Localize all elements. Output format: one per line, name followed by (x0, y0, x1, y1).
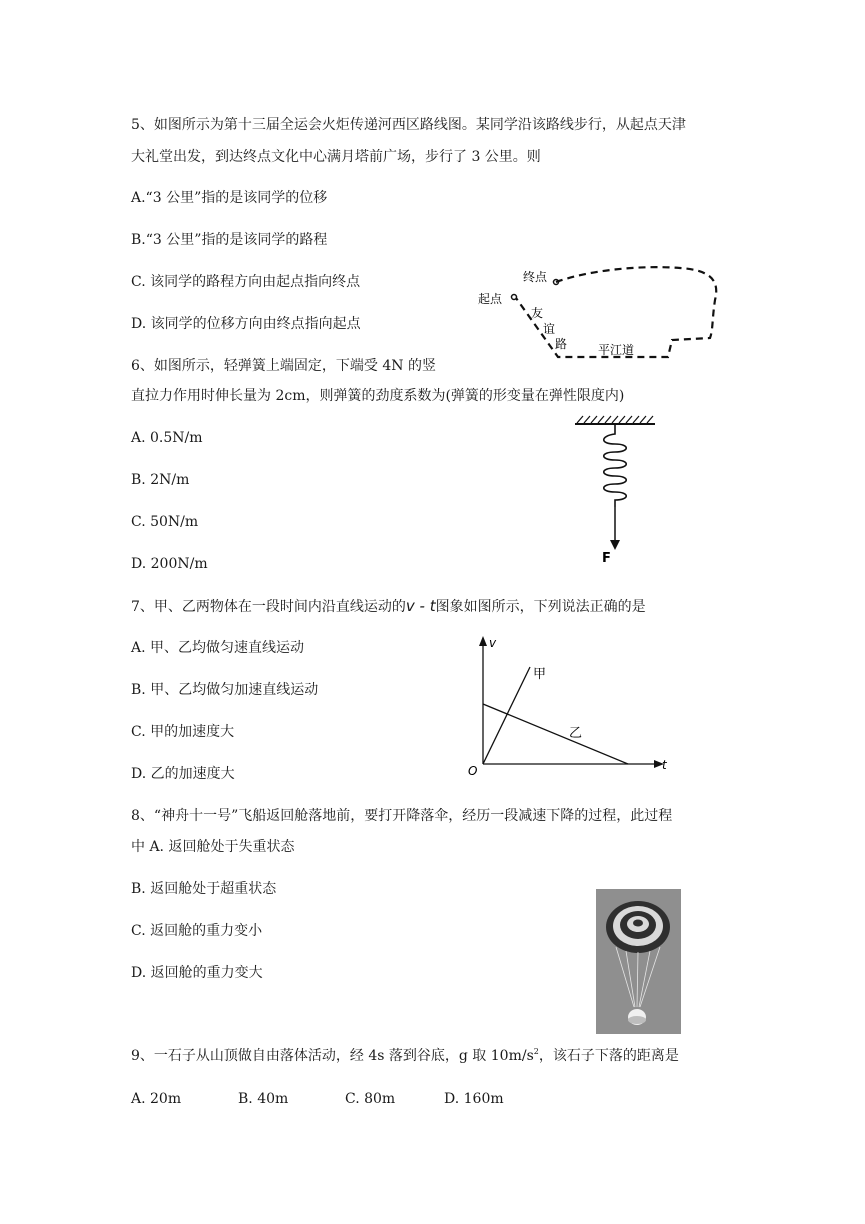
q9-stem-post: ，该石子下落的距离是 (538, 1048, 679, 1064)
q5-stem-line2: 大礼堂出发，到达终点文化中心满月塔前广场，步行了 3 公里。则 (131, 149, 541, 165)
q7-stem-post: 图象如图所示，下列说法正确的是 (435, 599, 646, 615)
q6-option-b: B. 2N/m (131, 472, 190, 488)
q7-option-a: A. 甲、乙均做匀速直线运动 (131, 640, 305, 656)
q8-stem-line2: 中 A. 返回舱处于失重状态 (131, 839, 295, 855)
force-label: F (602, 551, 611, 566)
q7-option-c: C. 甲的加速度大 (131, 724, 235, 740)
v-axis-arrow (479, 636, 487, 646)
q9-option-d: D. 160m (444, 1091, 504, 1107)
q7-stem (131, 597, 646, 616)
q9-option-a: A. 20m (131, 1091, 182, 1107)
q7-option-b: B. 甲、乙均做匀加速直线运动 (131, 682, 319, 698)
q5-option-b: B.“3 公里”指的是该同学的路程 (131, 232, 328, 248)
t-axis-label: t (662, 758, 667, 772)
road-label-char-3: 路 (555, 337, 568, 351)
q5-option-a: A.“3 公里”指的是该同学的位移 (131, 190, 328, 206)
q6-spring-figure (570, 412, 660, 567)
force-arrow-head (610, 540, 620, 550)
q6-stem-line2: 直拉力作用时伸长量为 2cm，则弹簧的劲度系数为(弹簧的形变量在弹性限度内) (131, 388, 625, 404)
q7-vt-graph (462, 632, 677, 780)
q9-option-c: C. 80m (345, 1091, 396, 1107)
q6-option-c: C. 50N/m (131, 514, 199, 530)
road-label-pingjiang: 平江道 (598, 343, 635, 357)
end-point-label: 终点 (523, 270, 548, 284)
line-jia (483, 667, 530, 764)
spring-coil (604, 424, 627, 507)
q5-option-d: D. 该同学的位移方向由终点指向起点 (131, 316, 361, 332)
parachute-photo (596, 889, 681, 1034)
q5-route-map (470, 250, 730, 365)
q9-stem-sup: 2 (533, 1047, 539, 1056)
label-yi: 乙 (569, 726, 583, 741)
parachute-canopy (606, 901, 670, 953)
line-yi (483, 704, 628, 764)
origin-label: O (468, 764, 478, 778)
q8-stem-line1: 8、“神舟十一号”飞船返回舱落地前，要打开降落伞，经历一段减速下降的过程，此过程 (131, 808, 673, 824)
ceiling-hatch (577, 416, 653, 423)
q8-option-d: D. 返回舱的重力变大 (131, 965, 263, 981)
q9-option-b: B. 40m (238, 1091, 289, 1107)
road-label-char-2: 谊 (543, 322, 556, 336)
q9-stem (131, 1047, 679, 1067)
q8-option-b: B. 返回舱处于超重状态 (131, 881, 277, 897)
q7-vt-symbol: v - t (405, 597, 436, 615)
start-point-label: 起点 (478, 292, 503, 306)
q7-stem-pre: 7、甲、乙两物体在一段时间内沿直线运动的 (131, 599, 406, 615)
q5-option-c: C. 该同学的路程方向由起点指向终点 (131, 274, 361, 290)
q6-stem-line1: 6、如图所示，轻弹簧上端固定，下端受 4N 的竖 (131, 358, 436, 374)
parachute-image (596, 889, 681, 1034)
v-axis-label: v (489, 636, 497, 650)
road-label-char-1: 友 (531, 306, 544, 320)
label-jia: 甲 (533, 667, 547, 682)
q6-option-d: D. 200N/m (131, 556, 208, 572)
q5-stem-line1: 5、如图所示为第十三届全运会火炬传递河西区路线图。某同学沿该路线步行，从起点天津 (131, 117, 686, 133)
q6-option-a: A. 0.5N/m (131, 430, 203, 446)
start-point-marker (512, 295, 517, 300)
q7-option-d: D. 乙的加速度大 (131, 766, 235, 782)
q9-stem-pre: 9、一石子从山顶做自由落体活动，经 4s 落到谷底，g 取 10m/s (131, 1048, 534, 1064)
q8-option-c: C. 返回舱的重力变小 (131, 923, 263, 939)
